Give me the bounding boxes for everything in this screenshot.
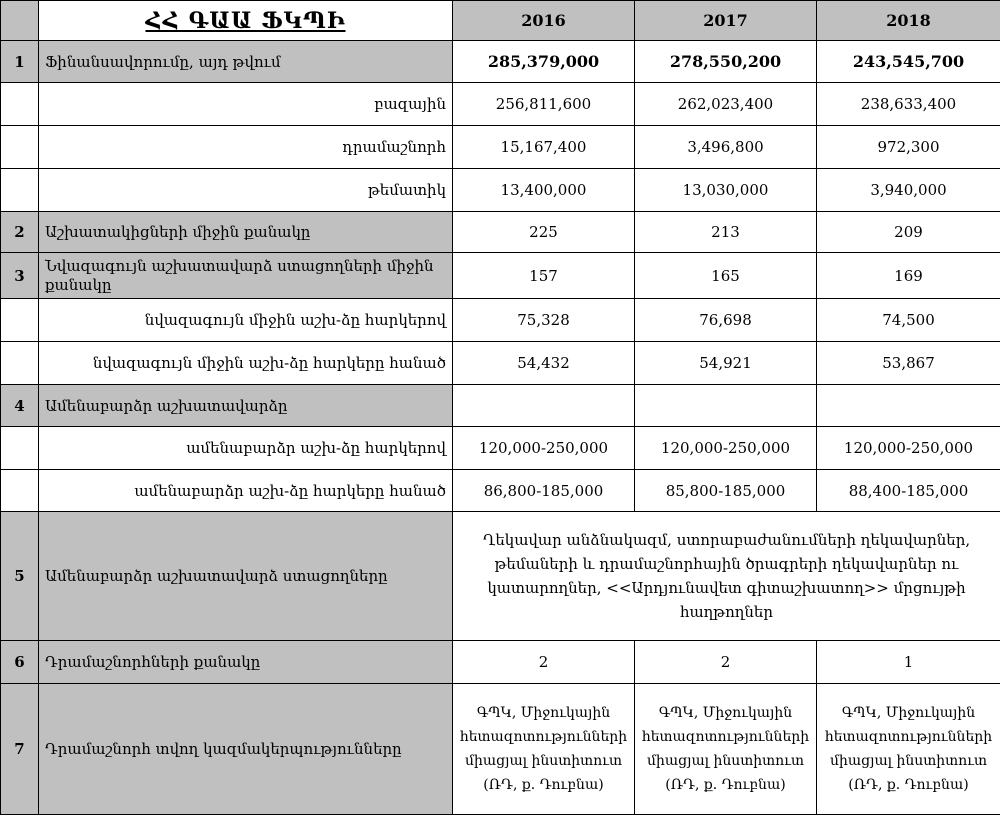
value-2018: 209: [817, 212, 1000, 253]
value-2017: [635, 385, 817, 427]
institute-title: ՀՀ ԳԱԱ ՖԿՊԻ: [39, 1, 453, 41]
value-2018: 53,867: [817, 342, 1000, 385]
value-2017: 262,023,400: [635, 83, 817, 126]
row-label: նվազագույն միջին աշխ-ձը հարկերը հանած: [39, 342, 453, 385]
row-number: 7: [1, 684, 39, 815]
value-2016: 75,328: [453, 299, 635, 342]
row-number: [1, 299, 39, 342]
row-label: թեմատիկ: [39, 169, 453, 212]
row-label: բազային: [39, 83, 453, 126]
value-2017: 76,698: [635, 299, 817, 342]
value-2016: ԳՊԿ, Միջուկային հետազոտությունների միացյալ ինստիտուտ (ՌԴ, ք. Դուբնա): [453, 684, 635, 815]
value-2016: 285,379,000: [453, 41, 635, 83]
table-row: [1, 385, 1000, 427]
row-label: Դրամաշնորհների քանակը: [39, 641, 453, 684]
value-2018: 3,940,000: [817, 169, 1000, 212]
value-2017: 278,550,200: [635, 41, 817, 83]
row-label: նվազագույն միջին աշխ-ձը հարկերով: [39, 299, 453, 342]
row-number: [1, 342, 39, 385]
value-2018: 238,633,400: [817, 83, 1000, 126]
value-2016: [453, 385, 635, 427]
value-2018: 243,545,700: [817, 41, 1000, 83]
value-2018: ԳՊԿ, Միջուկային հետազոտությունների միացյալ ինստիտուտ (ՌԴ, ք. Դուբնա): [817, 684, 1000, 815]
value-2017: 2: [635, 641, 817, 684]
row-number: 6: [1, 641, 39, 684]
value-2018: 88,400-185,000: [817, 470, 1000, 512]
year-2017-header: 2017: [635, 1, 817, 41]
corner-cell: [1, 1, 39, 41]
value-2016: 120,000-250,000: [453, 427, 635, 470]
row-number: [1, 427, 39, 470]
row-number: 5: [1, 512, 39, 641]
table-row: [1, 641, 1000, 684]
table-row: [1, 169, 1000, 212]
value-2018: 972,300: [817, 126, 1000, 169]
row-label: դրամաշնորհ: [39, 126, 453, 169]
value-2016: 256,811,600: [453, 83, 635, 126]
table-row: [1, 299, 1000, 342]
value-2017: 3,496,800: [635, 126, 817, 169]
value-2017: 213: [635, 212, 817, 253]
table-row: [1, 41, 1000, 83]
header-row: [1, 1, 1000, 41]
year-2018-header: 2018: [817, 1, 1000, 41]
value-2018: [817, 385, 1000, 427]
value-2016: 2: [453, 641, 635, 684]
table-row: [1, 253, 1000, 299]
row-number: [1, 470, 39, 512]
value-2017: 54,921: [635, 342, 817, 385]
table-row: [1, 470, 1000, 512]
table-row: [1, 83, 1000, 126]
value-2016: 54,432: [453, 342, 635, 385]
value-2016: 13,400,000: [453, 169, 635, 212]
row-label: Ամենաբարձր աշխատավարձը: [39, 385, 453, 427]
value-2017: 85,800-185,000: [635, 470, 817, 512]
row-number: 2: [1, 212, 39, 253]
value-2016: 86,800-185,000: [453, 470, 635, 512]
value-2016: 157: [453, 253, 635, 299]
row-number: 1: [1, 41, 39, 83]
row-number: [1, 126, 39, 169]
value-2017: ԳՊԿ, Միջուկային հետազոտությունների միացյալ ինստիտուտ (ՌԴ, ք. Դուբնա): [635, 684, 817, 815]
table-row: [1, 427, 1000, 470]
row-label: Ֆինանսավորումը, այդ թվում: [39, 41, 453, 83]
value-2016: 15,167,400: [453, 126, 635, 169]
table-row: [1, 512, 1000, 641]
row-label: Ամենաբարձր աշխատավարձ ստացողները: [39, 512, 453, 641]
value-2018: 120,000-250,000: [817, 427, 1000, 470]
row-label: Աշխատակիցների միջին քանակը: [39, 212, 453, 253]
table-row: [1, 342, 1000, 385]
row-number: [1, 169, 39, 212]
row-label: Դրամաշնորհ տվող կազմակերպությունները: [39, 684, 453, 815]
value-2017: 165: [635, 253, 817, 299]
row-label: ամենաբարձր աշխ-ձը հարկերով: [39, 427, 453, 470]
table-row: [1, 212, 1000, 253]
row-label: Նվազագույն աշխատավարձ ստացողների միջին քանակը: [39, 253, 453, 299]
value-2016: 225: [453, 212, 635, 253]
row-number: [1, 83, 39, 126]
table-row: [1, 126, 1000, 169]
value-2017: 120,000-250,000: [635, 427, 817, 470]
row-label: ամենաբարձր աշխ-ձը հարկերը հանած: [39, 470, 453, 512]
year-2016-header: 2016: [453, 1, 635, 41]
value-2018: 1: [817, 641, 1000, 684]
row-number: 3: [1, 253, 39, 299]
table-row: [1, 684, 1000, 815]
value-2018: 74,500: [817, 299, 1000, 342]
value-2018: 169: [817, 253, 1000, 299]
merged-description: Ղեկավար անձնակազմ, ստորաբաժանումների ղեկավարներ, թեմաների և դրամաշնորհային ծրագրերի ղեկավարներ ու կատարողներ, <<Արդյունավետ գիտաշխատող>> մրցույթի հաղթողներ: [453, 512, 1000, 641]
row-number: 4: [1, 385, 39, 427]
value-2017: 13,030,000: [635, 169, 817, 212]
